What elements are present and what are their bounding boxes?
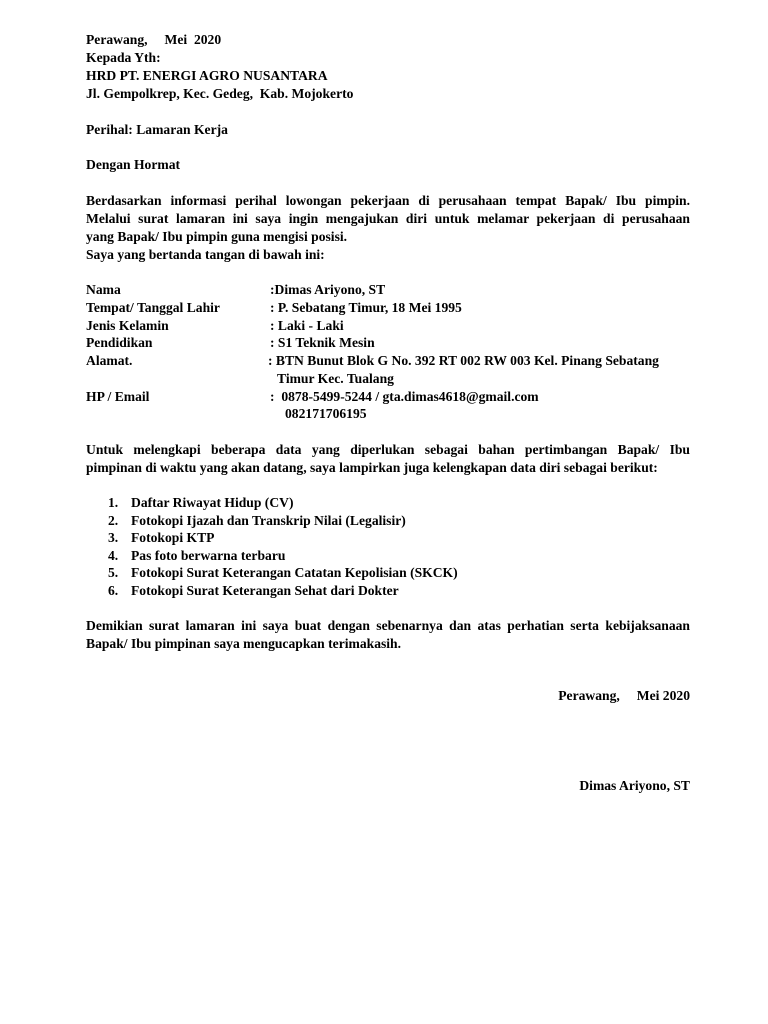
attachment-intro-line-1: Untuk melengkapi beberapa data yang diperlukan sebagai bahan pertimbangan Bapak/ Ibu: [86, 442, 690, 457]
birth-label: Tempat/ Tanggal Lahir: [86, 300, 220, 315]
attachment-item: Daftar Riwayat Hidup (CV): [131, 495, 294, 510]
attachment-number: 3.: [108, 530, 119, 545]
address-value-1: : BTN Bunut Blok G No. 392 RT 002 RW 003 Kel. Pinang Sebatang: [268, 353, 659, 368]
closing-line-2: Bapak/ Ibu pimpinan saya mengucapkan terimakasih.: [86, 636, 402, 651]
attachment-item: Fotokopi Surat Keterangan Catatan Kepolisian (SKCK): [131, 565, 458, 580]
header-place-date: Perawang, Mei 2020: [86, 32, 222, 47]
intro-line-2: Melalui surat lamaran ini saya ingin mengajukan diri untuk melamar pekerjaan di perusahaan: [86, 211, 690, 226]
intro-line-3: yang Bapak/ Ibu pimpin guna mengisi posisi.: [86, 229, 348, 244]
attachment-item: Fotokopi Ijazah dan Transkrip Nilai (Legalisir): [131, 513, 406, 528]
education-label: Pendidikan: [86, 335, 153, 350]
attachment-item: Fotokopi Surat Keterangan Sehat dari Dokter: [131, 583, 399, 598]
signature-name: Dimas Ariyono, ST: [579, 778, 690, 793]
attachment-item: Fotokopi KTP: [131, 530, 215, 545]
attachment-intro-line-2: pimpinan di waktu yang akan datang, saya lampirkan juga kelengkapan data diri sebagai berikut:: [86, 460, 658, 475]
name-value: :Dimas Ariyono, ST: [270, 282, 386, 297]
contact-value-1: : 0878-5499-5244 / gta.dimas4618@gmail.com: [270, 389, 539, 404]
attachment-number: 4.: [108, 548, 119, 563]
contact-value-2: 082171706195: [285, 406, 367, 421]
intro-line-1: Berdasarkan informasi perihal lowongan pekerjaan di perusahaan tempat Bapak/ Ibu pimpin.: [86, 193, 690, 208]
attachment-number: 1.: [108, 495, 119, 510]
attachment-number: 6.: [108, 583, 119, 598]
attachment-item: Pas foto berwarna terbaru: [131, 548, 286, 563]
address-label: Alamat.: [86, 353, 133, 368]
greeting: Dengan Hormat: [86, 157, 181, 172]
gender-label: Jenis Kelamin: [86, 318, 169, 333]
closing-line-1: Demikian surat lamaran ini saya buat dengan sebenarnya dan atas perhatian serta kebijaksanaan: [86, 618, 690, 633]
education-value: : S1 Teknik Mesin: [270, 335, 375, 350]
attachment-number: 2.: [108, 513, 119, 528]
intro-line-4: Saya yang bertanda tangan di bawah ini:: [86, 247, 325, 262]
subject-line: Perihal: Lamaran Kerja: [86, 122, 228, 137]
header-company: HRD PT. ENERGI AGRO NUSANTARA: [86, 68, 328, 83]
name-label: Nama: [86, 282, 121, 297]
gender-value: : Laki - Laki: [270, 318, 344, 333]
header-to: Kepada Yth:: [86, 50, 161, 65]
signature-place-date: Perawang, Mei 2020: [558, 688, 690, 703]
attachment-number: 5.: [108, 565, 119, 580]
birth-value: : P. Sebatang Timur, 18 Mei 1995: [270, 300, 462, 315]
contact-label: HP / Email: [86, 389, 150, 404]
header-address: Jl. Gempolkrep, Kec. Gedeg, Kab. Mojokerto: [86, 86, 354, 101]
address-value-2: Timur Kec. Tualang: [277, 371, 394, 386]
